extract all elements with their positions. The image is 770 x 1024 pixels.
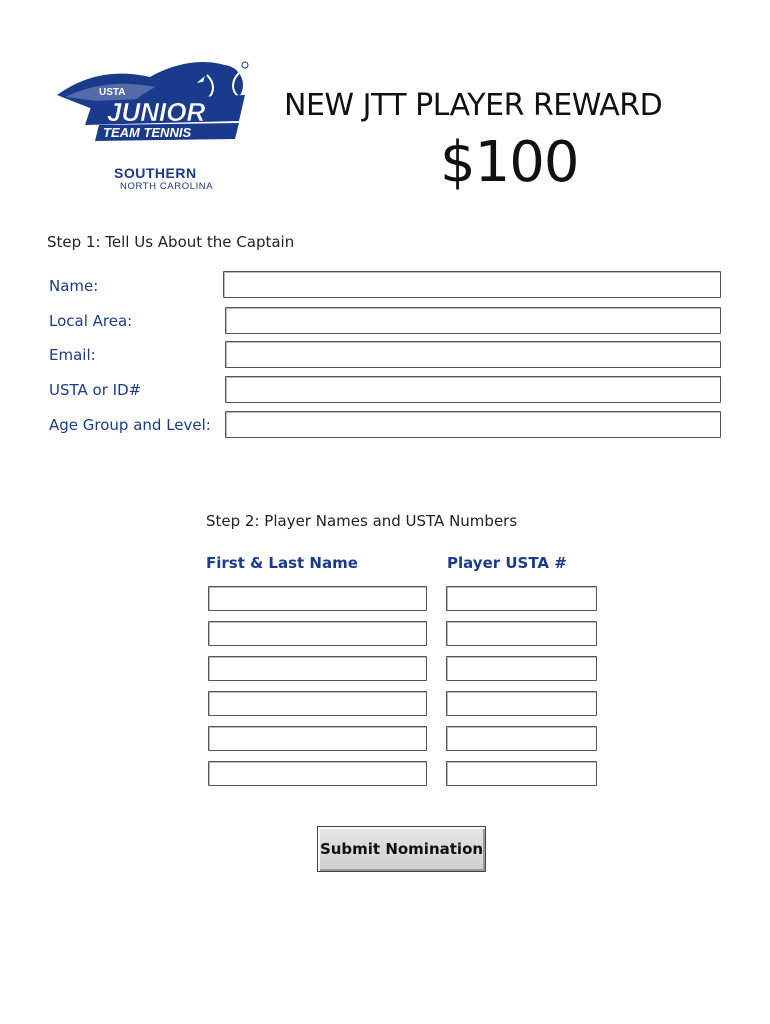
local-area-input[interactable] — [225, 307, 721, 334]
player-4-usta-input[interactable] — [446, 691, 597, 716]
logo-north-carolina-text: NORTH CAROLINA — [120, 181, 214, 192]
step1-heading: Step 1: Tell Us About the Captain — [47, 233, 295, 251]
usta-id-label: USTA or ID# — [49, 381, 142, 399]
email-label: Email: — [49, 346, 96, 364]
player-4-name-input[interactable] — [208, 691, 427, 716]
age-group-level-label: Age Group and Level: — [49, 416, 211, 434]
player-1-name-input[interactable] — [208, 586, 427, 611]
logo-usta-text: USTA — [99, 87, 126, 98]
submit-nomination-button[interactable]: Submit Nomination — [317, 826, 486, 872]
player-6-name-input[interactable] — [208, 761, 427, 786]
player-3-usta-input[interactable] — [446, 656, 597, 681]
captain-name-label: Name: — [49, 277, 99, 295]
player-2-name-input[interactable] — [208, 621, 427, 646]
step2-heading: Step 2: Player Names and USTA Numbers — [206, 512, 518, 530]
player-name-column-header: First & Last Name — [206, 554, 358, 572]
player-5-usta-input[interactable] — [446, 726, 597, 751]
player-5-name-input[interactable] — [208, 726, 427, 751]
captain-name-input[interactable] — [223, 271, 721, 298]
usta-id-input[interactable] — [225, 376, 721, 403]
email-input[interactable] — [225, 341, 721, 368]
logo-southern-text: SOUTHERN — [114, 165, 197, 181]
logo-team-tennis-text: TEAM TENNIS — [103, 125, 192, 140]
player-usta-column-header: Player USTA # — [447, 554, 567, 572]
local-area-label: Local Area: — [49, 312, 133, 330]
reward-amount: $100 — [440, 130, 579, 195]
player-6-usta-input[interactable] — [446, 761, 597, 786]
page-title: NEW JTT PLAYER REWARD — [284, 88, 663, 123]
player-1-usta-input[interactable] — [446, 586, 597, 611]
logo-junior-text: JUNIOR — [107, 97, 206, 127]
player-3-name-input[interactable] — [208, 656, 427, 681]
age-group-level-input[interactable] — [225, 411, 721, 438]
player-2-usta-input[interactable] — [446, 621, 597, 646]
